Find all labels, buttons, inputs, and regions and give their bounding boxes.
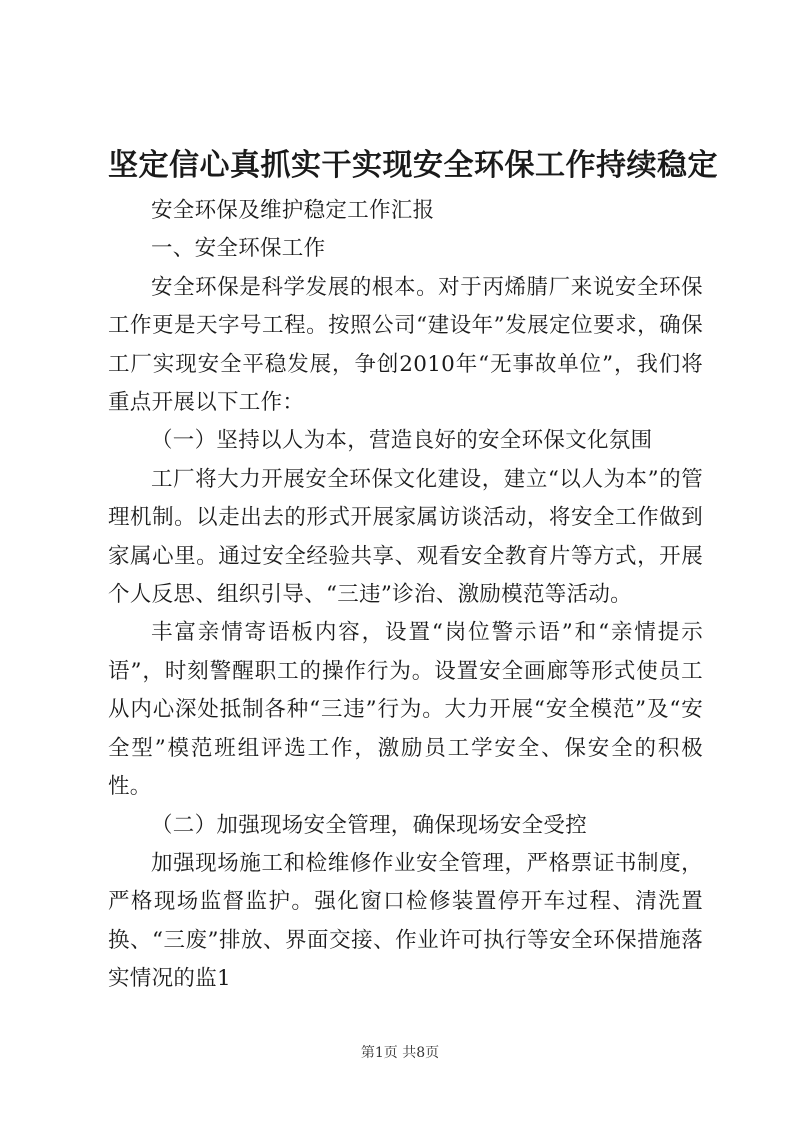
paragraph: 丰富亲情寄语板内容，设置“岗位警示语”和“亲情提示语”，时刻警醒职工的操作行为。设置安全画廊等形式使员工从内心深处抵制各种“三违”行为。大力开展“安全模范”及“安全型”模范班组评选工作，激励员工学安全、保安全的积极性。 [108, 620, 703, 800]
document-title: 坚定信心真抓实干实现安全环保工作持续稳定 [108, 148, 718, 183]
paragraph: 加强现场施工和检维修作业安全管理，严格票证书制度，严格现场监督监护。强化窗口检修装置停开车过程、清洗置换、“三废”排放、界面交接、作业许可执行等安全环保措施落实情况的监1 [108, 850, 703, 992]
section-heading: 一、安全环保工作 [151, 236, 326, 262]
page-footer: 第1页 共8页 [360, 1045, 440, 1061]
report-subtitle: 安全环保及维护稳定工作汇报 [151, 198, 435, 223]
document-body [108, 192, 703, 999]
paragraph: 工厂将大力开展安全环保文化建设，建立“以人为本”的管理机制。以走出去的形式开展家属访谈活动，将安全工作做到家属心里。通过安全经验共享、观看安全教育片等方式，开展个人反思、组织引导、“三违”诊治、激励模范等活动。 [108, 466, 703, 608]
subsection-heading: （一）坚持以人为本，营造良好的安全环保文化氛围 [151, 428, 653, 454]
subsection-heading: （二）加强现场安全管理，确保现场安全受控 [151, 812, 588, 838]
paragraph: 安全环保是科学发展的根本。对于丙烯腈厂来说安全环保工作更是天字号工程。按照公司“建设年”发展定位要求，确保工厂实现安全平稳发展，争创2010年“无事故单位”，我们将重点开展以下工作： [108, 274, 703, 416]
